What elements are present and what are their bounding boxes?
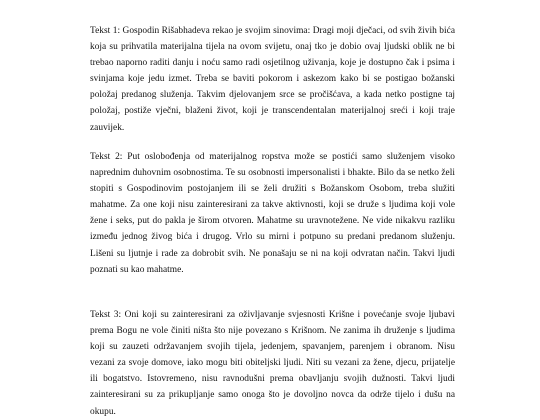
- paragraph-text-3: Tekst 3: Oni koji su zainteresirani za oživljavanje svjesnosti Krišne i povećanje svoje ljubavi prema Bogu ne vole činiti ništa što nije povezano s Krišnom. Ne zanima ih druženje s ljudima koji su zauzeti održavanjem svojih tijela, jedenjem, spavanjem, parenjem i obranom. Nisu vezani za svoje domove, iako mogu biti obiteljski ljudi. Niti su vezani za žene, djecu, prijatelje ili bogatstvo. Istovremeno, nisu ravnodušni prema obavljanju svojih dužnosti. Takvi ljudi zainteresirani su za prikupljanje samo onoga što je dovoljno novca da održe tijelo i dušu na okupu.: [90, 310, 455, 417]
- paragraph-text-1: Tekst 1: Gospodin Rišabhadeva rekao je svojim sinovima: Dragi moji dječaci, od svih živih bića koja su prihvatila materijalna tijela na ovom svijetu, onaj tko je dobio ovaj ljudski oblik ne bi trebao naporno raditi danju i noću samo radi osjetilnog uživanja, koje je dostupno čak i psima i svinjama koje jedu izmet. Treba se baviti pokorom i askezom kako bi se postigao božanski položaj predanog služenja. Takvim djelovanjem srce se pročišćava, a kada netko postigne taj položaj, postiže vječni, blaženi život, koji je transcendentalan materijalnoj sreći i koji traje zauvijek.: [90, 26, 455, 133]
- paragraph-text-2: Tekst 2: Put oslobođenja od materijalnog ropstva može se postići samo služenjem visoko naprednim duhovnim osobnostima. Te su osobnosti impersonalisti i bhakte. Bilo da se netko želi stopiti s Gospodinovim postojanjem ili se želi družiti s Božanskom Osobom, treba služiti mahatme. Za one koji nisu zainteresirani za takve aktivnosti, koji se druže s ljudima koji vole žene i seks, put do pakla je širom otvoren. Mahatme su uravnotežene. Ne vide nikakvu razliku između jednog živog bića i drugog. Vrlo su mirni i potpuno su predani predanom služenju. Lišeni su ljutnje i rade za dobrobit svih. Ne ponašaju se ni na koji odvratan način. Takvi ljudi poznati su kao mahatme.: [90, 152, 455, 275]
